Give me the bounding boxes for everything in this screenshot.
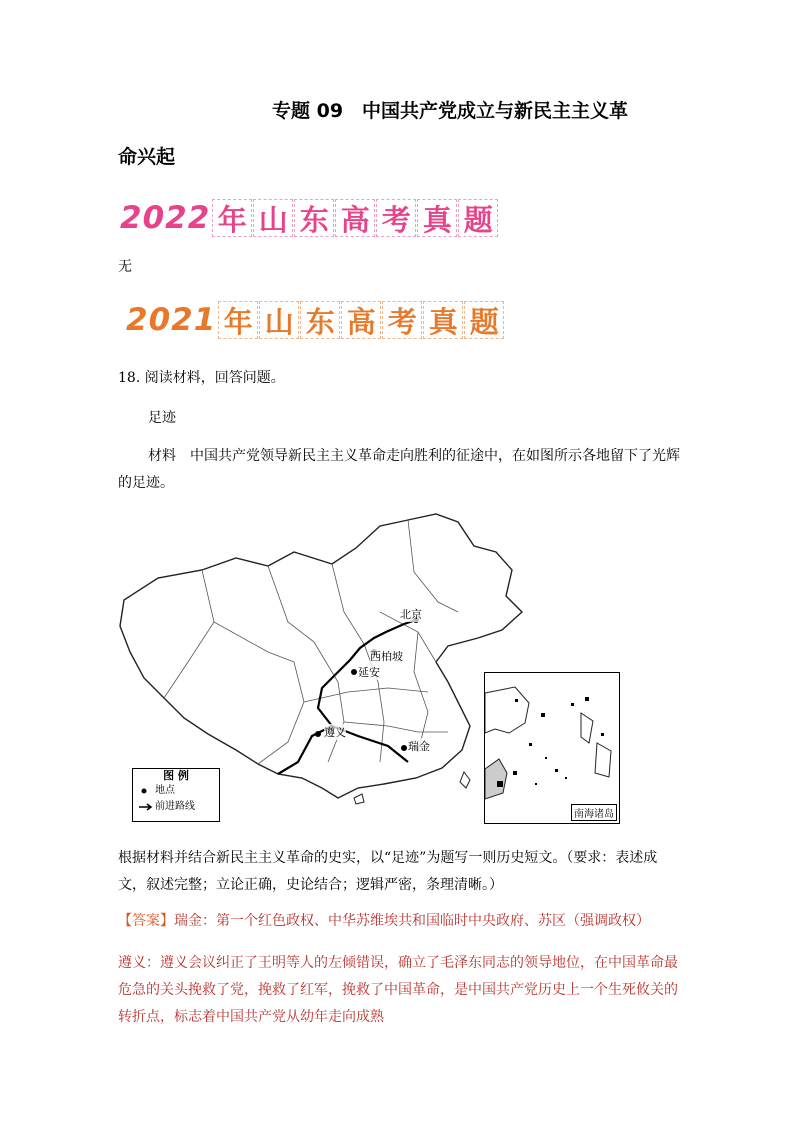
banner-char: 题 — [458, 199, 498, 237]
place-dot — [315, 731, 321, 737]
answer-zunyi-line-2: 危急的关头挽救了党，挽救了红军，挽救了中国革命，是中国共产党历史上一个生死攸关的 — [118, 982, 678, 998]
title-line-1: 专题 09 中国共产党成立与新民主主义革 — [272, 100, 629, 122]
place-label: 北京 — [400, 608, 422, 621]
banner-char: 高 — [335, 199, 375, 237]
legend-point-label: 地点 — [155, 785, 175, 796]
banner-char: 东 — [294, 199, 334, 237]
banner-year: 2022 — [120, 200, 211, 236]
legend-row-point — [133, 783, 219, 799]
place-dot — [351, 669, 357, 675]
place-label: 瑞金 — [408, 740, 430, 753]
china-map — [118, 512, 638, 824]
answer-ruijin-line — [118, 908, 650, 934]
question-subtitle: 足迹 — [148, 410, 176, 426]
banner-char: 年 — [218, 301, 258, 339]
place-label: 遵义 — [324, 726, 346, 739]
hainan-outline — [354, 794, 364, 804]
arrow-icon — [139, 802, 155, 812]
material-line-1: 材料 中国共产党领导新民主主义革命走向胜利的征途中，在如图所示各地留下了光辉 — [148, 448, 680, 464]
banner-2021 — [126, 298, 505, 342]
banner-char: 山 — [253, 199, 293, 237]
banner-char: 年 — [212, 199, 252, 237]
legend-route-label: 前进路线 — [155, 801, 195, 812]
banner-char: 东 — [300, 301, 340, 339]
banner-char: 真 — [417, 199, 457, 237]
place-dot — [401, 745, 407, 751]
prompt-line-1: 根据材料并结合新民主主义革命的史实，以“足迹”为题写一则历史短文。（要求：表述成 — [118, 850, 658, 866]
country-border — [120, 514, 522, 798]
inset-label: 南海诸岛 — [571, 804, 617, 821]
banner-char: 考 — [376, 199, 416, 237]
banner-char: 考 — [382, 301, 422, 339]
banner-char: 高 — [341, 301, 381, 339]
place-label: 西柏坡 — [370, 650, 403, 663]
map-legend — [132, 768, 220, 822]
title-line-2: 命兴起 — [118, 146, 176, 168]
banner-char: 山 — [259, 301, 299, 339]
prompt-line-2: 文，叙述完整；立论正确，史论结合；逻辑严密，条理清晰。） — [118, 877, 503, 893]
answer-tag: 【答案】 — [118, 913, 174, 929]
banner-char: 真 — [423, 301, 463, 339]
taiwan-outline — [460, 772, 470, 788]
south-china-sea-inset — [484, 672, 620, 824]
banner-char: 题 — [464, 301, 504, 339]
material-line-2: 的足迹。 — [118, 475, 174, 491]
legend-row-route — [133, 799, 219, 815]
section-2022-content: 无 — [118, 259, 132, 275]
inset-map — [485, 673, 619, 823]
place-label: 延安 — [358, 666, 380, 679]
answer-zunyi-line-1: 遵义：遵义会议纠正了王明等人的左倾错误，确立了毛泽东同志的领导地位，在中国革命最 — [118, 955, 678, 971]
answer-ruijin: 瑞金：第一个红色政权、中华苏维埃共和国临时中央政府、苏区（强调政权） — [174, 913, 650, 929]
banner-2022 — [120, 196, 499, 240]
answer-zunyi-line-3: 转折点，标志着中国共产党从幼年走向成熟 — [118, 1009, 384, 1025]
banner-year: 2021 — [126, 302, 217, 338]
dot-icon — [139, 786, 155, 796]
question-number: 18. 阅读材料，回答问题。 — [118, 370, 285, 386]
legend-title: 图 例 — [163, 769, 189, 782]
